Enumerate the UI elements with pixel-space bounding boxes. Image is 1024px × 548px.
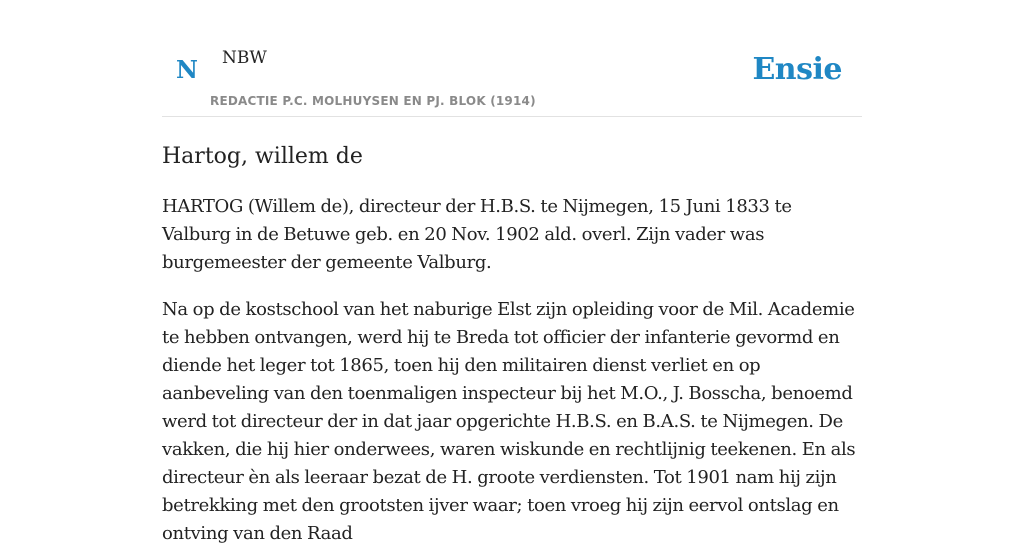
source-header <box>162 0 862 117</box>
source-name-link[interactable]: NBW <box>222 48 267 68</box>
content-column <box>162 0 862 548</box>
article-paragraph-1: HARTOG (Willem de), directeur der H.B.S. te Nijmegen, 15 Juni 1833 te Valburg in de Betuwe geb. en 20 Nov. 1902 ald. overl. Zijn vader was burgemeester der gemeente Valburg. <box>162 196 792 273</box>
article-paragraph-2: Na op de kostschool van het naburige Elst zijn opleiding voor de Mil. Academie te hebben ontvangen, werd hij te Breda tot officier der infanterie gevormd en diende het leger tot 1865, toen hij den militairen dienst verliet en op aanbeveling van den toenmaligen inspecteur bij het M.O., J. Bosscha, benoemd werd tot directeur der in dat jaar opgerichte H.B.S. en B.A.S. te Nijmegen. De vakken, die hij hier onderwees, waren wiskunde en rechtlijnig teekenen. En als directeur èn als leeraar bezat de H. groote verdiensten. Tot 1901 nam hij zijn betrekking met den grootsten ijver waar; toen vroeg hij zijn eervol ontslag en ontving van den Raad <box>162 299 856 544</box>
source-logo[interactable]: N <box>176 55 198 84</box>
article-title: Hartog, willem de <box>162 144 363 169</box>
ensie-logo-link[interactable]: Ensie <box>752 52 842 87</box>
source-subtitle: REDACTIE P.C. MOLHUYSEN EN PJ. BLOK (1914) <box>210 94 536 108</box>
